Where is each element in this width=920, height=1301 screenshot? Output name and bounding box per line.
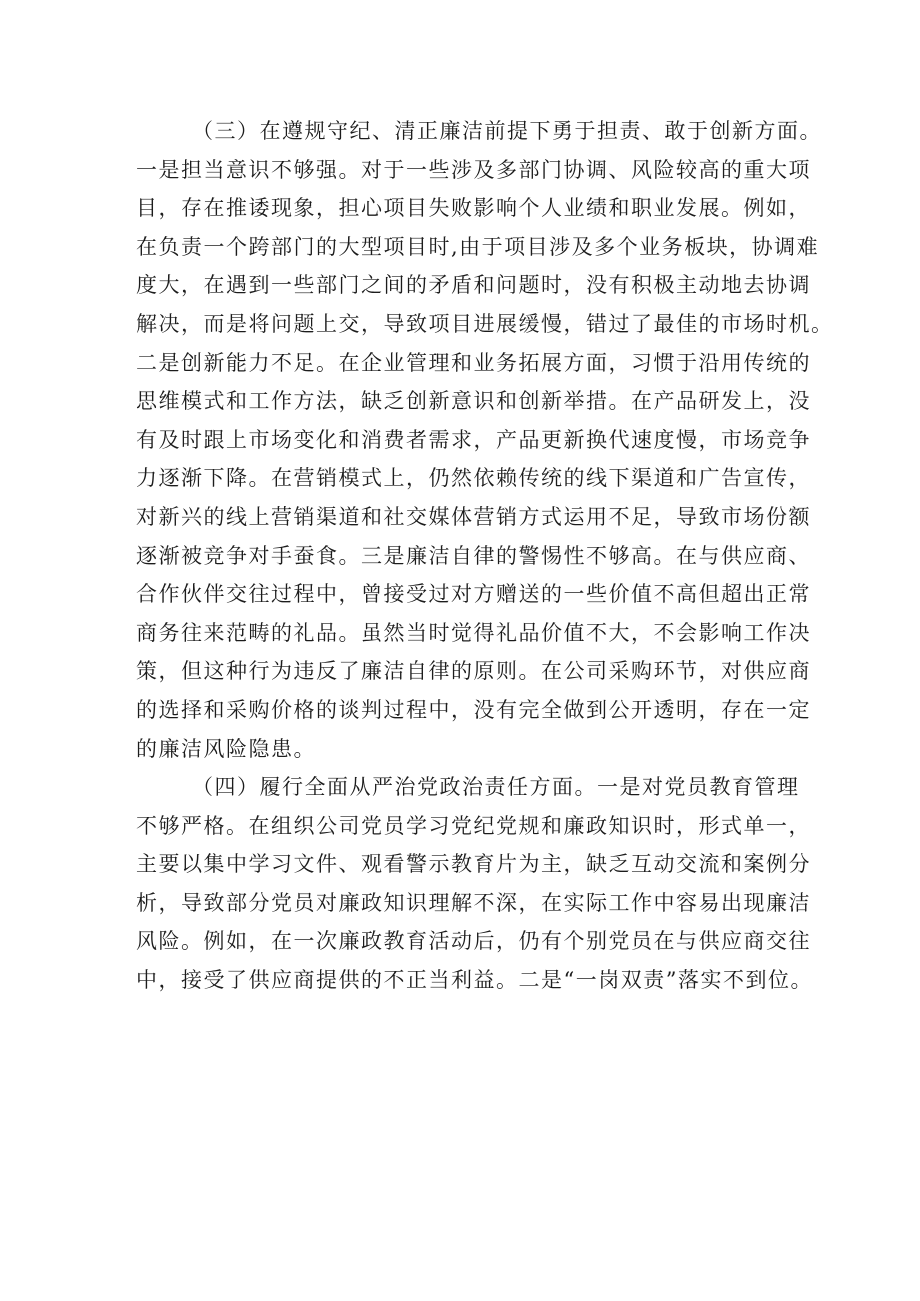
paragraph-line: 力逐渐下降。在营销模式上，仍然依赖传统的线下渠道和广告宣传， (136, 466, 811, 491)
document-body (136, 112, 834, 1000)
paragraph-line: （四）履行全面从严治党政治责任方面。一是对党员教育管理 (192, 775, 800, 800)
paragraph-line: 风险。例如，在一次廉政教育活动后，仍有个别党员在与供应商交往 (136, 929, 811, 954)
paragraph-line: 思维模式和工作方法，缺乏创新意识和创新举措。在产品研发上，没 (136, 389, 811, 414)
paragraph-line: 目，存在推诿现象，担心项目失败影响个人业绩和职业发展。例如， (136, 196, 811, 221)
paragraph-line: 的选择和采购价格的谈判过程中，没有完全做到公开透明，存在一定 (136, 697, 811, 722)
paragraph-line: 析，导致部分党员对廉政知识理解不深，在实际工作中容易出现廉洁 (136, 890, 811, 915)
paragraph-line: 合作伙伴交往过程中，曾接受过对方赠送的一些价值不高但超出正常 (136, 582, 811, 607)
paragraph-line: 度大，在遇到一些部门之间的矛盾和问题时，没有积极主动地去协调 (136, 273, 811, 298)
paragraph-4 (136, 768, 816, 1000)
paragraph-line: 商务往来范畴的礼品。虽然当时觉得礼品价值不大，不会影响工作决 (136, 620, 811, 645)
paragraph-3 (136, 112, 834, 768)
paragraph-line: 二是创新能力不足。在企业管理和业务拓展方面，习惯于沿用传统的 (136, 350, 811, 375)
paragraph-line: 有及时跟上市场变化和消费者需求，产品更新换代速度慢，市场竞争 (136, 427, 811, 452)
paragraph-line: （三）在遵规守纪、清正廉洁前提下勇于担责、敢于创新方面。 (192, 119, 822, 143)
paragraph-line: 主要以集中学习文件、观看警示教育片为主，缺乏互动交流和案例分 (136, 852, 811, 877)
paragraph-line: 对新兴的线上营销渠道和社交媒体营销方式运用不足，导致市场份额 (136, 504, 811, 529)
paragraph-line: 的廉洁风险隐患。 (136, 736, 316, 761)
paragraph-line: 解决，而是将问题上交，导致项目进展缓慢，错过了最佳的市场时机。 (136, 311, 834, 336)
paragraph-line: 不够严格。在组织公司党员学习党纪党规和廉政知识时，形式单一， (136, 813, 811, 838)
paragraph-line: 逐渐被竞争对手蚕食。三是廉洁自律的警惕性不够高。在与供应商、 (136, 543, 811, 568)
paragraph-line: 中，接受了供应商提供的不正当利益。二是“一岗双责”落实不到位。 (136, 968, 813, 993)
paragraph-line: 在负责一个跨部门的大型项目时,由于项目涉及多个业务板块，协调难 (136, 234, 820, 259)
paragraph-line: 策，但这种行为违反了廉洁自律的原则。在公司采购环节，对供应商 (136, 659, 811, 684)
paragraph-line: 一是担当意识不够强。对于一些涉及多部门协调、风险较高的重大项 (136, 157, 811, 182)
